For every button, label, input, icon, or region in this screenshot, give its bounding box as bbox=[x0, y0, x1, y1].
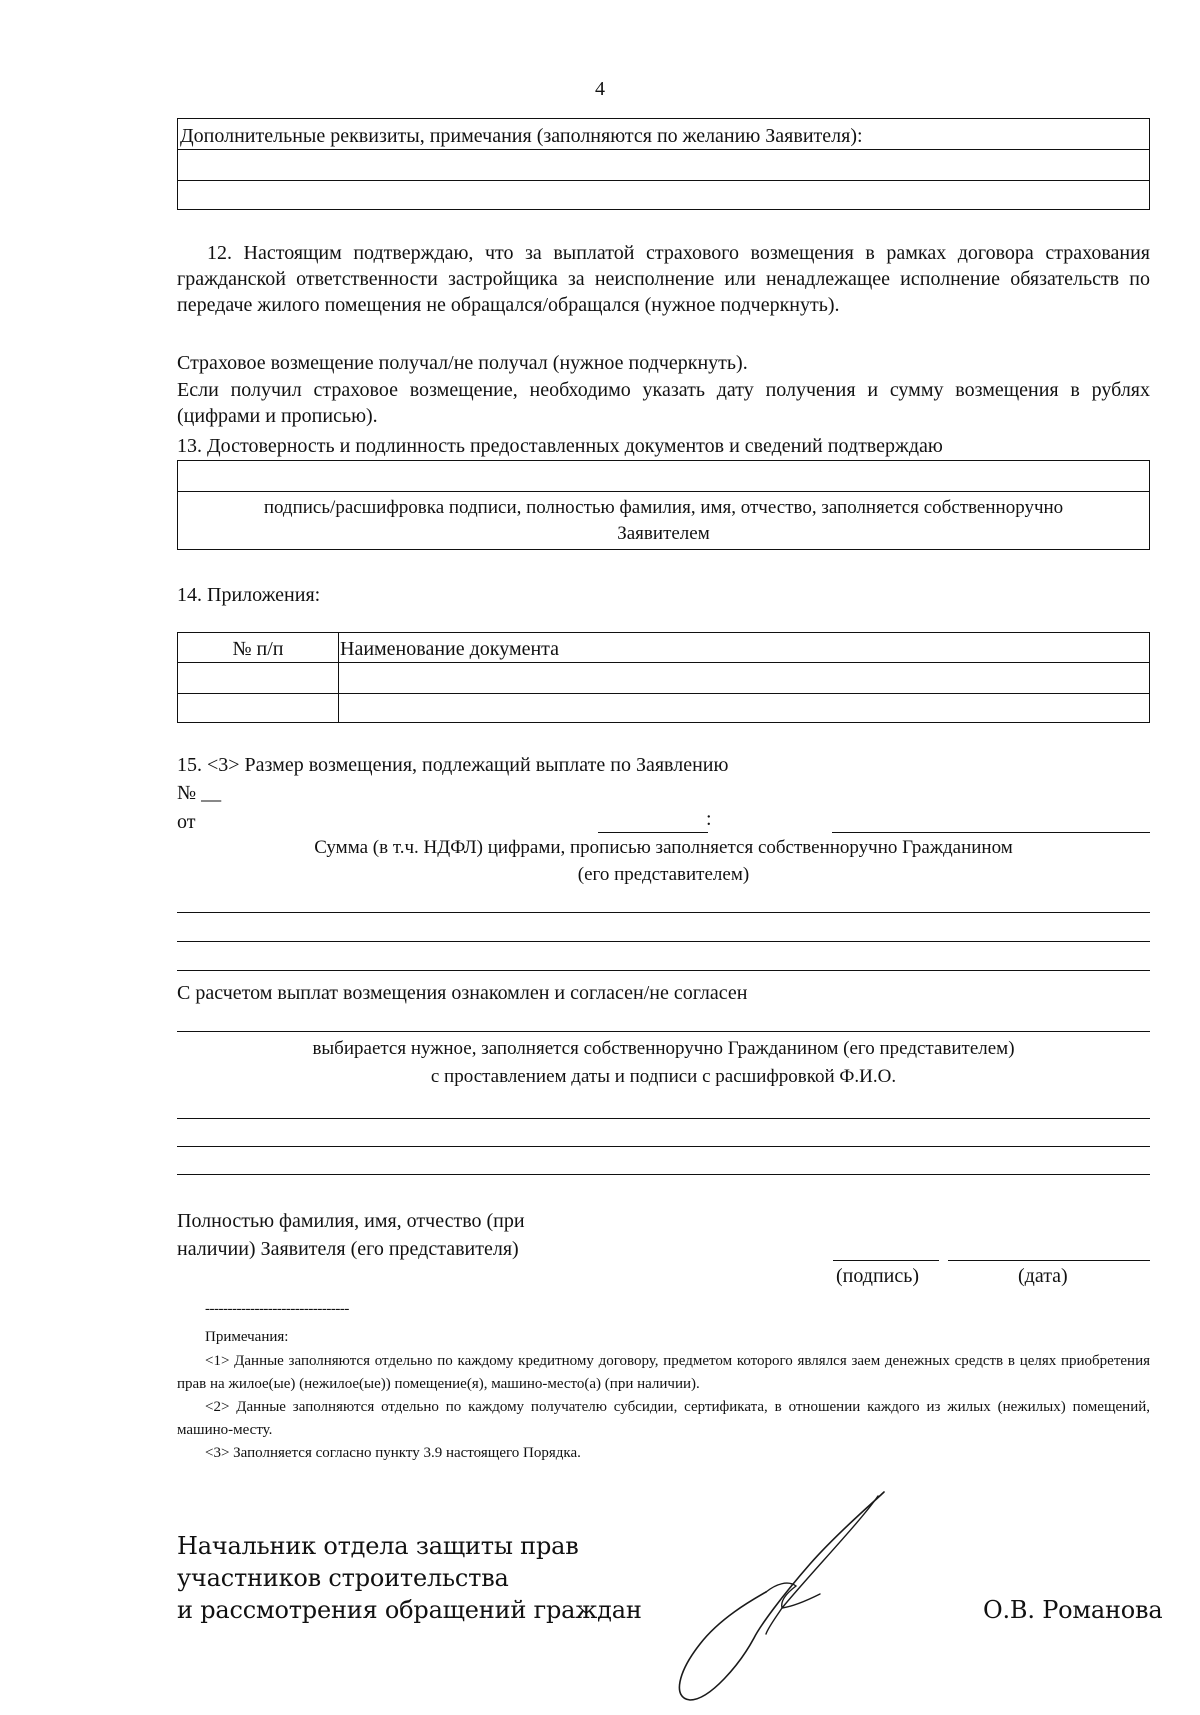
table-divider bbox=[178, 180, 1149, 181]
table-cell bbox=[178, 694, 338, 724]
date-label: (дата) bbox=[1018, 1265, 1068, 1287]
agree-text: С расчетом выплат возмещения ознакомлен и согласен/не согласен bbox=[177, 982, 748, 1004]
table-divider bbox=[338, 633, 339, 722]
sum-caption: Сумма (в т.ч. НДФЛ) цифрами, прописью заполняется собственноручно Гражданином bbox=[314, 837, 1013, 858]
signer-name: О.В. Романова bbox=[983, 1596, 1163, 1624]
paragraph-13: 13. Достоверность и подлинность предоставленных документов и сведений подтверждаю bbox=[177, 435, 943, 457]
table-cell bbox=[340, 663, 1149, 693]
signature-box-caption-2: Заявителем bbox=[617, 523, 710, 544]
table-header-document: Наименование документа bbox=[340, 638, 560, 660]
signature-underline bbox=[833, 1260, 939, 1261]
table-cell bbox=[178, 663, 338, 693]
colon: : bbox=[706, 808, 712, 830]
paragraph-12: 12. Настоящим подтверждаю, что за выплатой страхового возмещения в рамках договора страхования гражданской ответственности застройщика за неисполнение или ненадлежащее исполнение обязательств по передаче жилого помещения не обращался/обращался (нужное подчеркнуть). bbox=[177, 242, 1150, 316]
table-divider bbox=[178, 149, 1149, 150]
choose-caption: выбирается нужное, заполняется собственноручно Гражданином (его представителем) bbox=[312, 1038, 1015, 1059]
note-2: <2> Данные заполняются отдельно по каждому получателю субсидии, сертификата, в отношении каждого из жилых (нежилых) помещений, машино-месту. bbox=[177, 1399, 1150, 1438]
note-1: <1> Данные заполняются отдельно по каждому кредитному договору, предметом которого являлся заем денежных средств в целях приобретения прав на жилое(ые) (нежилое(ые)) помещение(я), машино-место(а) (при наличии). bbox=[177, 1353, 1150, 1392]
signature-box-caption: подпись/расшифровка подписи, полностью фамилия, имя, отчество, заполняется собственноручно bbox=[263, 497, 1064, 518]
write-line bbox=[177, 1146, 1150, 1147]
date-underline bbox=[948, 1260, 1150, 1261]
paragraph-15: 15. <3> Размер возмещения, подлежащий выплате по Заявлению bbox=[177, 754, 729, 776]
signature-label: (подпись) bbox=[836, 1265, 920, 1287]
number-label: № __ bbox=[177, 782, 222, 804]
notes-separator: -------------------------------- bbox=[205, 1301, 349, 1317]
write-line bbox=[177, 1031, 1150, 1032]
paragraph-12-if-received: Если получил страховое возмещение, необходимо указать дату получения и сумму возмещения в рублях (цифрами и прописью). bbox=[177, 379, 1150, 427]
date-underline bbox=[598, 832, 708, 833]
write-line bbox=[177, 912, 1150, 913]
write-line bbox=[177, 970, 1150, 971]
fio-caption-2: наличии) Заявителя (его представителя) bbox=[177, 1238, 519, 1260]
position-title-3: и рассмотрения обращений граждан bbox=[177, 1596, 642, 1624]
signature-box bbox=[177, 460, 1150, 550]
handwritten-signature bbox=[670, 1488, 910, 1713]
write-line bbox=[177, 1174, 1150, 1175]
note-3: <3> Заполняется согласно пункту 3.9 настоящего Порядка. bbox=[205, 1445, 581, 1461]
attachments-title: 14. Приложения: bbox=[177, 584, 321, 606]
extra-requisites-box bbox=[177, 118, 1150, 210]
position-title-1: Начальник отдела защиты прав bbox=[177, 1532, 579, 1560]
attachments-table bbox=[177, 632, 1150, 723]
sum-underline bbox=[832, 832, 1150, 833]
fio-caption: Полностью фамилия, имя, отчество (при bbox=[177, 1210, 525, 1232]
extra-requisites-title: Дополнительные реквизиты, примечания (заполняются по желанию Заявителя): bbox=[180, 125, 863, 147]
position-title-2: участников строительства bbox=[177, 1564, 509, 1592]
sum-caption-2: (его представителем) bbox=[577, 864, 750, 885]
from-label: от bbox=[177, 811, 196, 833]
table-divider bbox=[178, 491, 1149, 492]
table-header-number: № п/п bbox=[232, 638, 284, 660]
page-number: 4 bbox=[595, 78, 605, 100]
table-cell bbox=[340, 694, 1149, 724]
choose-caption-2: с проставлением даты и подписи с расшифровкой Ф.И.О. bbox=[430, 1066, 897, 1087]
write-line bbox=[177, 1118, 1150, 1119]
paragraph-12-insurance: Страховое возмещение получал/не получал (нужное подчеркнуть). bbox=[177, 352, 748, 374]
write-line bbox=[177, 941, 1150, 942]
notes-title: Примечания: bbox=[205, 1329, 289, 1345]
